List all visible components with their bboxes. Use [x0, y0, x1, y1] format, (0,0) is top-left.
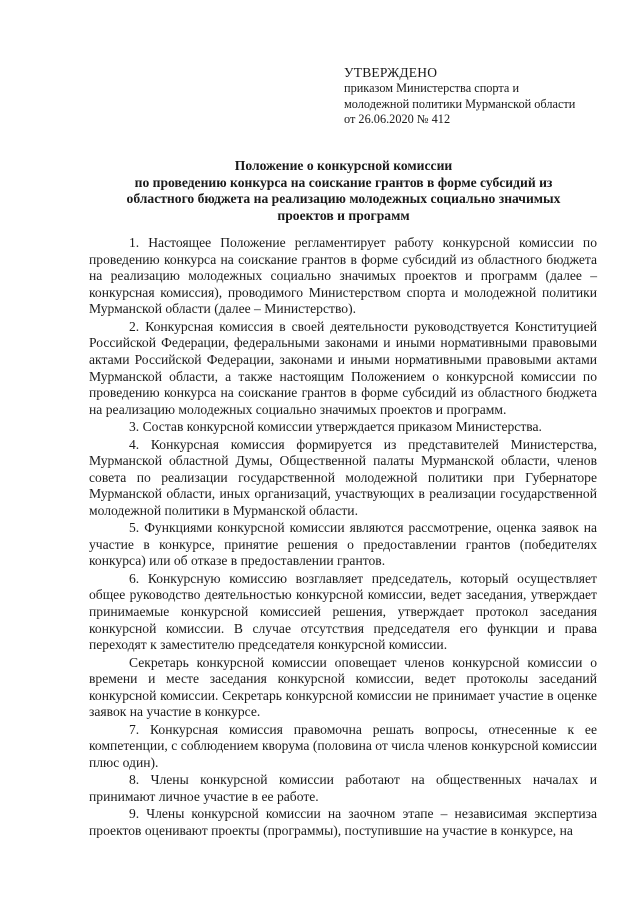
- paragraph-8: 8. Члены конкурсной комиссии работают на общественных началах и принимают личное участие в ее работе.: [89, 772, 597, 804]
- paragraph-4: 4. Конкурсная комиссия формируется из представителей Министерства, Мурманской областной Думы, Общественной палаты Мурманской области, членов совета по реализации государственной молодежной политики при Губернаторе Мурманской области, иных организаций, участвующих в реализации государственной молодежной политики в Мурманской области.: [89, 436, 597, 518]
- title-line-4: проектов и программ: [277, 207, 410, 223]
- paragraph-2: 2. Конкурсная комиссия в своей деятельности руководствуется Конституцией Российской Федерации, федеральными законами и иными нормативными правовыми актами Российской Федерации, законами и иными нормативными правовыми актами Мурманской области, а также настоящим Положением о конкурсной комиссии по проведению конкурса на соискание грантов в форме субсидий из областного бюджета на реализацию молодежных социально значимых проектов и программ.: [89, 318, 597, 417]
- title-line-1: Положение о конкурсной комиссии: [234, 158, 453, 173]
- paragraph-6: 6. Конкурсную комиссию возглавляет председатель, который осуществляет общее руководство деятельностью конкурсной комиссии, ведет заседания, утверждает принимаемые конкурсной комиссией решения, утверждает протокол заседания конкурсной комиссии. В случае отсутствия председателя его функции и права переходят к заместителю председателя конкурсной комиссии.: [89, 570, 597, 653]
- approval-line-ministry: молодежной политики Мурманской области: [344, 96, 576, 111]
- paragraph-secretary: Секретарь конкурсной комиссии оповещает членов конкурсной комиссии о времени и месте заседания конкурсной комиссии, ведет протоколы заседаний конкурсной комиссии. Секретарь конкурсной комиссии не принимает участие в оценке заявок на участие в конкурсе.: [89, 654, 597, 720]
- approval-block: [344, 64, 614, 128]
- title-line-2: по проведению конкурса на соискание грантов в форме субсидий из: [134, 174, 553, 190]
- paragraph-1: 1. Настоящее Положение регламентирует работу конкурсной комиссии по проведению конкурса на соискание грантов в форме субсидий из областного бюджета на реализацию молодежных социально значимых проектов и программ (далее – конкурсная комиссия), проводимого Министерством спорта и молодежной политики Мурманской области (далее – Министерство).: [89, 235, 597, 317]
- paragraph-5: 5. Функциями конкурсной комиссии являются рассмотрение, оценка заявок на участие в конкурсе, принятие решения о предоставлении грантов (победителях конкурса) или об отказе в предоставлении грантов.: [89, 520, 597, 569]
- title-line-3: областного бюджета на реализацию молодежных социально значимых: [126, 191, 561, 206]
- approval-line-date: от 26.06.2020 № 412: [344, 112, 451, 126]
- paragraph-9: 9. Члены конкурсной комиссии на заочном этапе – независимая экспертиза проектов оценивают проекты (программы), поступившие на участие в конкурсе, на: [89, 806, 597, 838]
- paragraph-7: 7. Конкурсная комиссия правомочна решать вопросы, отнесенные к ее компетенции, с соблюдением кворума (половина от числа членов конкурсной комиссии плюс один).: [89, 721, 597, 770]
- approval-stamp: УТВЕРЖДЕНО: [344, 65, 438, 80]
- document-title: [96, 158, 591, 224]
- approval-line-order: приказом Министерства спорта и: [344, 81, 520, 95]
- paragraph-3: 3. Состав конкурсной комиссии утверждается приказом Министерства.: [129, 419, 542, 435]
- document-body: [89, 235, 597, 840]
